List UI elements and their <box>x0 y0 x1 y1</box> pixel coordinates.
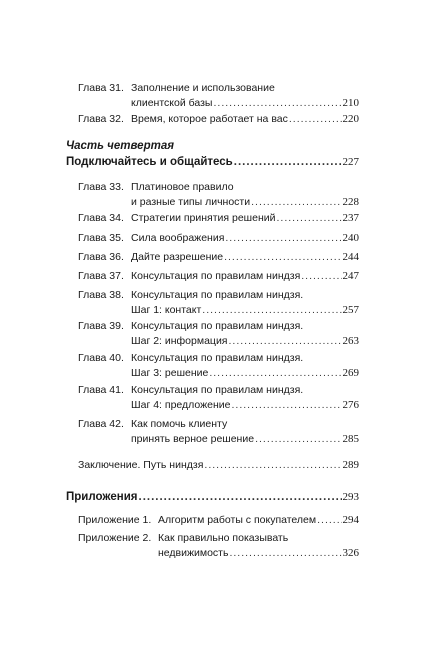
chapter-label: Глава 39. <box>78 320 124 332</box>
chapter-title: Время, которое работает на вас <box>131 113 288 125</box>
chapter-title-line1: Консультация по правилам ниндзя. <box>131 384 304 396</box>
leader-dots <box>224 251 341 264</box>
leader-dots <box>255 433 341 446</box>
page-number: 240 <box>342 232 359 244</box>
chapter-label: Глава 32. <box>78 113 124 125</box>
leader-dots <box>225 232 341 245</box>
chapter-title-line1: Консультация по правилам ниндзя. <box>131 289 304 301</box>
chapter-label: Глава 37. <box>78 270 124 282</box>
chapter-label: Глава 40. <box>78 352 124 364</box>
chapter-title-line2: Шаг 4: предложение <box>131 399 231 411</box>
leader-dots <box>209 367 341 380</box>
chapter-title-line2: Шаг 2: информация <box>131 335 228 347</box>
section-title: Подключайтесь и общайтесь <box>66 156 233 168</box>
page-number: 269 <box>342 367 359 379</box>
page-number: 220 <box>342 113 359 125</box>
chapter-title: Стратегии принятия решений <box>131 212 276 224</box>
part-title: Часть четвертая <box>66 140 174 152</box>
leader-dots <box>251 196 341 209</box>
chapter-title-line1: Консультация по правилам ниндзя. <box>131 352 304 364</box>
conclusion-title: Заключение. Путь ниндзя <box>78 459 204 471</box>
page-number: 210 <box>342 97 359 109</box>
page-number: 285 <box>342 433 359 445</box>
chapter-title: Сила воображения <box>131 232 225 244</box>
leader-dots <box>276 212 341 225</box>
leader-dots <box>317 514 341 527</box>
chapter-title-line1: Заполнение и использование <box>131 82 275 94</box>
leader-dots <box>213 97 341 110</box>
page-number: 244 <box>342 251 359 263</box>
leader-dots <box>202 304 341 317</box>
chapter-title-line1: Как помочь клиенту <box>131 418 228 430</box>
chapter-label: Глава 31. <box>78 82 124 94</box>
leader-dots <box>234 156 342 169</box>
page-number: 276 <box>342 399 359 411</box>
page-number: 228 <box>342 196 359 208</box>
page-number: 326 <box>342 547 359 559</box>
chapter-label: Глава 38. <box>78 289 124 301</box>
chapter-title-line2: Шаг 1: контакт <box>131 304 202 316</box>
chapter-label: Глава 34. <box>78 212 124 224</box>
chapter-title-line1: Консультация по правилам ниндзя. <box>131 320 304 332</box>
chapter-title-line2: принять верное решение <box>131 433 255 445</box>
page-number: 289 <box>342 459 359 471</box>
leader-dots <box>229 335 342 348</box>
chapter-label: Глава 41. <box>78 384 124 396</box>
leader-dots <box>204 459 341 472</box>
chapter-label: Глава 33. <box>78 181 124 193</box>
leader-dots <box>231 399 341 412</box>
appendix-item-title-line1: Как правильно показывать <box>158 532 289 544</box>
chapter-label: Глава 36. <box>78 251 124 263</box>
chapter-label: Глава 42. <box>78 418 124 430</box>
page-number: 257 <box>342 304 359 316</box>
leader-dots <box>289 113 342 126</box>
chapter-title-line2: и разные типы личности <box>131 196 251 208</box>
page-number: 263 <box>342 335 359 347</box>
page-number: 294 <box>342 514 359 526</box>
appendix-item-title-line2: недвижимость <box>158 547 229 559</box>
leader-dots <box>301 270 341 283</box>
chapter-title: Консультация по правилам ниндзя <box>131 270 301 282</box>
chapter-title-line2: Шаг 3: решение <box>131 367 209 379</box>
chapter-title-line1: Платиновое правило <box>131 181 234 193</box>
leader-dots <box>139 491 342 504</box>
chapter-title: Дайте разрешение <box>131 251 224 263</box>
appendix-label: Приложение 2. <box>78 532 152 544</box>
page-number: 247 <box>342 270 359 282</box>
appendix-title: Приложения <box>66 491 138 503</box>
appendix-label: Приложение 1. <box>78 514 152 526</box>
page-number: 237 <box>342 212 359 224</box>
page-number: 227 <box>342 156 359 168</box>
chapter-label: Глава 35. <box>78 232 124 244</box>
page-number: 293 <box>342 491 359 503</box>
appendix-item-title: Алгоритм работы с покупателем <box>158 514 317 526</box>
leader-dots <box>229 547 341 560</box>
chapter-title-line2: клиентской базы <box>131 97 213 109</box>
